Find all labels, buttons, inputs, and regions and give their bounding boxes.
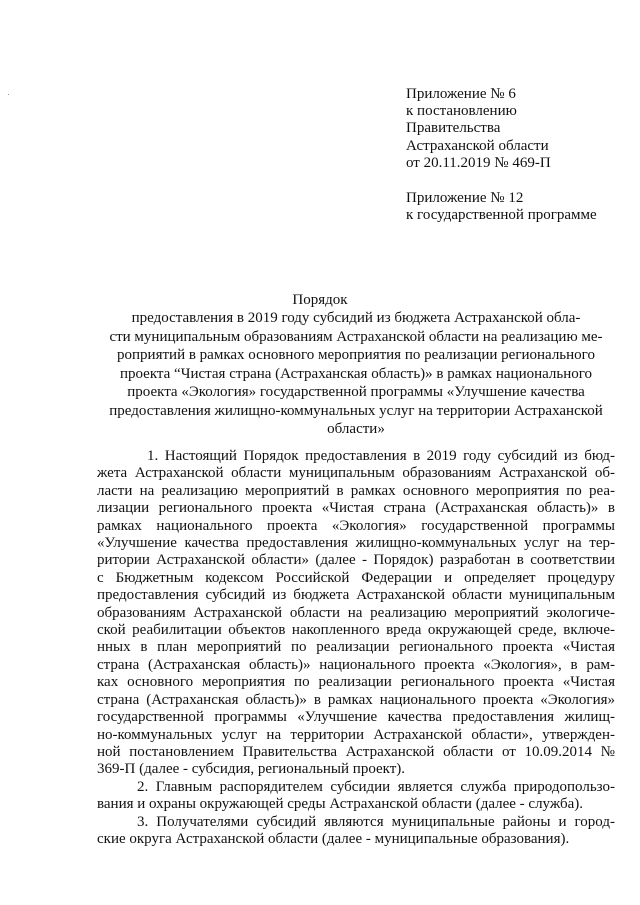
annex-line: Приложение № 6 <box>406 86 516 102</box>
title-line: предоставления в 2019 году субсидий из бюджета Астраханской обла- <box>131 310 581 326</box>
text-line: 1. Настоящий Порядок предоставления в 2019 году субсидий из бюд- <box>147 448 615 464</box>
document-body <box>97 448 615 848</box>
title-line: проекта “Чистая страна (Астраханская область)» в рамках национального <box>119 365 593 382</box>
text-line: ной постановлением Правительства Астраханской области от 10.09.2014 № <box>97 743 615 760</box>
text-line: страна (Астраханская область)» в рамках национального проекта «Экология» <box>97 691 615 708</box>
annex-line: к постановлению <box>406 103 517 120</box>
annex-12-header <box>406 190 597 224</box>
title-line: области» <box>327 421 385 437</box>
scan-mark <box>8 94 9 95</box>
text-line: с Бюджетным кодексом Российской Федерации и определяет процедуру <box>97 569 615 586</box>
text-line: вания и охраны окружающей среды Астраханской области (далее - служба). <box>97 796 584 813</box>
document-title: Порядок <box>292 292 348 308</box>
annex-line: Астраханской области <box>406 137 549 154</box>
annex-line: Приложение № 12 <box>406 190 524 206</box>
annex-line: Правительства <box>406 120 501 137</box>
text-line: 3. Получателями субсидий являются муниципальные районы и город- <box>137 813 615 830</box>
text-line: ласти на реализацию мероприятий в рамках основного мероприятия по реа- <box>97 482 615 499</box>
annex-line: к государственной программе <box>406 207 597 224</box>
text-line: предоставления субсидий из бюджета Астраханской области муниципальным <box>97 587 615 604</box>
text-line: 2. Главным распорядителем субсидии является служба природопользо- <box>137 778 615 795</box>
text-line: образованиям Астраханской области на реализацию мероприятий экологиче- <box>97 604 615 621</box>
annex-6-header <box>406 86 551 172</box>
title-line: роприятий в рамках основного мероприятия по реализации регионального <box>117 347 595 363</box>
text-line: государственной программы «Улучшение качества предоставления жилищ- <box>97 709 615 726</box>
annex-line: от 20.11.2019 № 469-П <box>406 154 551 171</box>
text-line: ские округа Астраханской области (далее - муниципальные образования). <box>97 830 570 847</box>
paragraph-2 <box>97 779 615 814</box>
paragraph-1 <box>97 448 615 779</box>
text-line: рамках национального проекта «Экология» государственной программы <box>97 517 615 534</box>
title-line: предоставления жилищно-коммунальных услуг на территории Астраханской <box>109 402 603 419</box>
text-line: нных в план мероприятий по реализации регионального проекта «Чистая <box>97 639 615 656</box>
text-line: 369-П (далее - субсидия, региональный проект). <box>97 761 406 778</box>
text-line: лизации регионального проекта «Чистая страна (Астраханская область)» в <box>97 500 615 517</box>
text-line: но-коммунальных услуг на территории Астраханской области», утвержден- <box>97 726 615 743</box>
title-subtitle <box>97 309 615 439</box>
text-line: страна (Астраханская область)» национального проекта «Экология», в рам- <box>97 656 615 673</box>
title-line: проекта «Экология» государственной программы «Улучшение качества <box>127 384 585 400</box>
text-line: ках основного мероприятия по реализации регионального проекта «Чистая <box>97 674 615 691</box>
text-line: «Улучшение качества предоставления жилищно-коммунальных услуг на тер- <box>97 535 615 552</box>
text-line: ской реабилитации объектов накопленного вреда окружающей среде, включе- <box>97 622 615 639</box>
text-line: ритории Астраханской области» (далее - Порядок) разработан в соответствии <box>97 552 615 569</box>
title-line: сти муниципальным образованиям Астраханской области на реализацию ме- <box>109 328 603 345</box>
paragraph-3 <box>97 814 615 849</box>
text-line: жета Астраханской области муниципальным образованиям Астраханской об- <box>97 465 615 482</box>
